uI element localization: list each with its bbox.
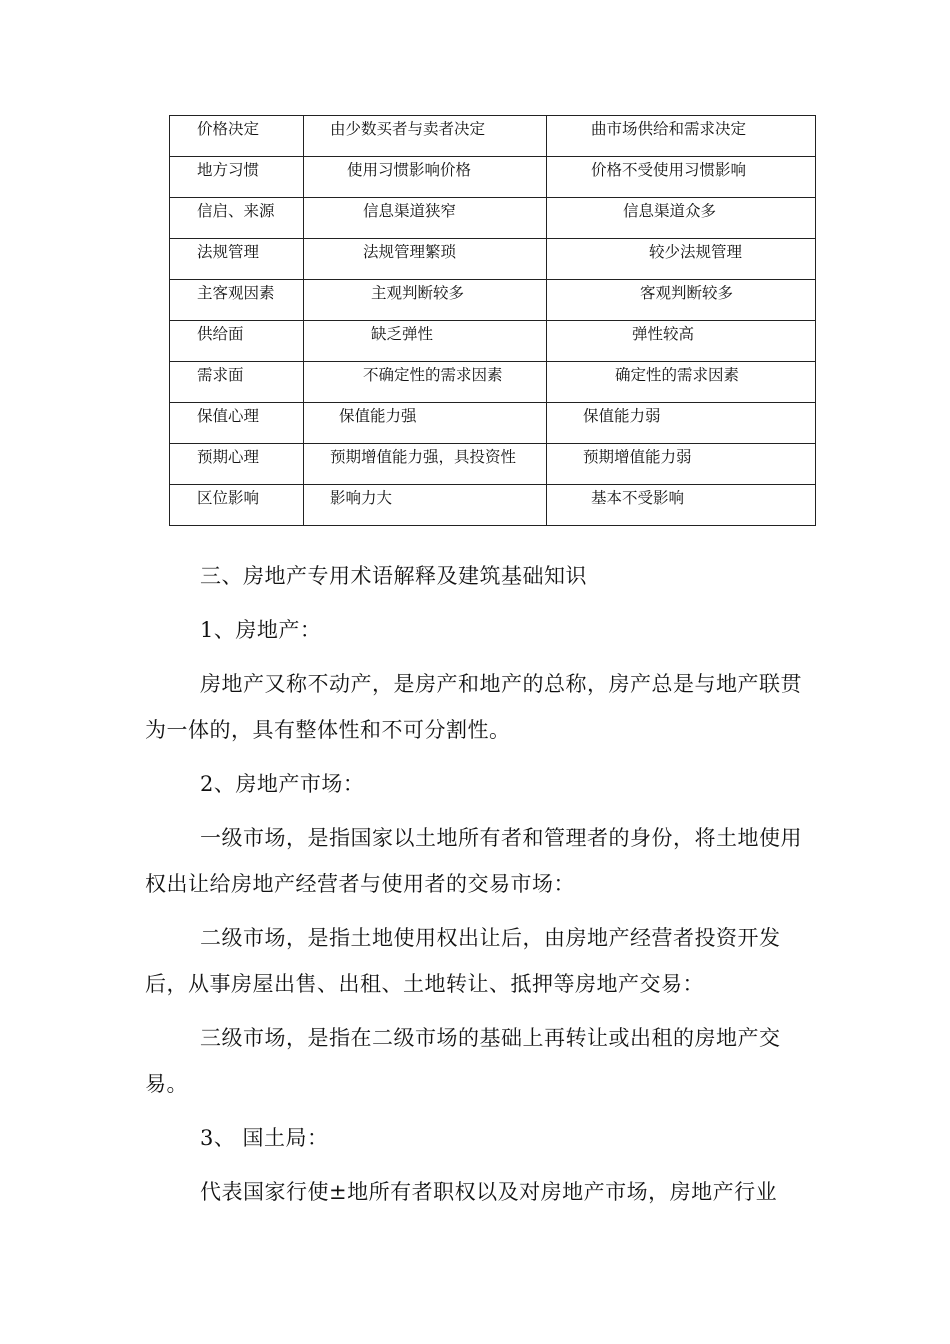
value-cell: 价格不受使用习惯影响 [547,157,816,198]
value-cell: 弹性较高 [547,321,816,362]
item-title: 3、 国土局： [200,1126,329,1150]
document-body [145,553,815,1215]
paragraph: 房地产又称不动产，是房产和地产的总称，房产总是与地产联贯为一体的，具有整体性和不可分割性。 [145,672,802,742]
table-row [170,444,816,485]
table-row [170,485,816,526]
value-cell: 信息渠道狭窄 [304,198,547,239]
factor-cell: 预期心理 [170,444,304,485]
factor-cell: 地方习惯 [170,157,304,198]
value-cell: 信息渠道众多 [547,198,816,239]
table-row [170,403,816,444]
factor-cell: 保值心理 [170,403,304,444]
factor-cell: 需求面 [170,362,304,403]
value-cell: 不确定性的需求因素 [304,362,547,403]
value-cell: 基本不受影响 [547,485,816,526]
table-row [170,280,816,321]
item-title: 1、房地产： [200,618,322,642]
value-cell: 较少法规管理 [547,239,816,280]
table-row [170,116,816,157]
factor-cell: 主客观因素 [170,280,304,321]
value-cell: 法规管理繁琐 [304,239,547,280]
section-heading: 三、房地产专用术语解释及建筑基础知识 [200,564,587,588]
factor-cell: 价格决定 [170,116,304,157]
value-cell: 曲市场供给和需求决定 [547,116,816,157]
factor-cell: 区位影响 [170,485,304,526]
paragraph: 二级市场，是指土地使用权出让后，由房地产经营者投资开发后，从事房屋出售、出租、土地转让、抵押等房地产交易： [145,926,781,996]
value-cell: 确定性的需求因素 [547,362,816,403]
value-cell: 保值能力弱 [547,403,816,444]
value-cell: 客观判断较多 [547,280,816,321]
value-cell: 预期增值能力强，具投资性 [304,444,547,485]
factor-cell: 信启、来源 [170,198,304,239]
table-row [170,157,816,198]
item-title: 2、房地产市场： [200,772,365,796]
factor-cell: 供给面 [170,321,304,362]
table-row [170,321,816,362]
value-cell: 主观判断较多 [304,280,547,321]
value-cell: 预期增值能力弱 [547,444,816,485]
value-cell: 使用习惯影响价格 [304,157,547,198]
value-cell: 保值能力强 [304,403,547,444]
value-cell: 影响力大 [304,485,547,526]
paragraph: 一级市场，是指国家以土地所有者和管理者的身份，将土地使用权出让给房地产经营者与使用者的交易市场： [145,826,802,896]
value-cell: 缺乏弹性 [304,321,547,362]
paragraph: 代表国家行使±地所有者职权以及对房地产市场，房地产行业 [200,1180,778,1204]
paragraph: 三级市场，是指在二级市场的基础上再转让或出租的房地产交易。 [145,1026,781,1096]
comparison-table [169,115,816,526]
table-row [170,362,816,403]
table-row [170,198,816,239]
value-cell: 由少数买者与卖者决定 [304,116,547,157]
table-row [170,239,816,280]
factor-cell: 法规管理 [170,239,304,280]
